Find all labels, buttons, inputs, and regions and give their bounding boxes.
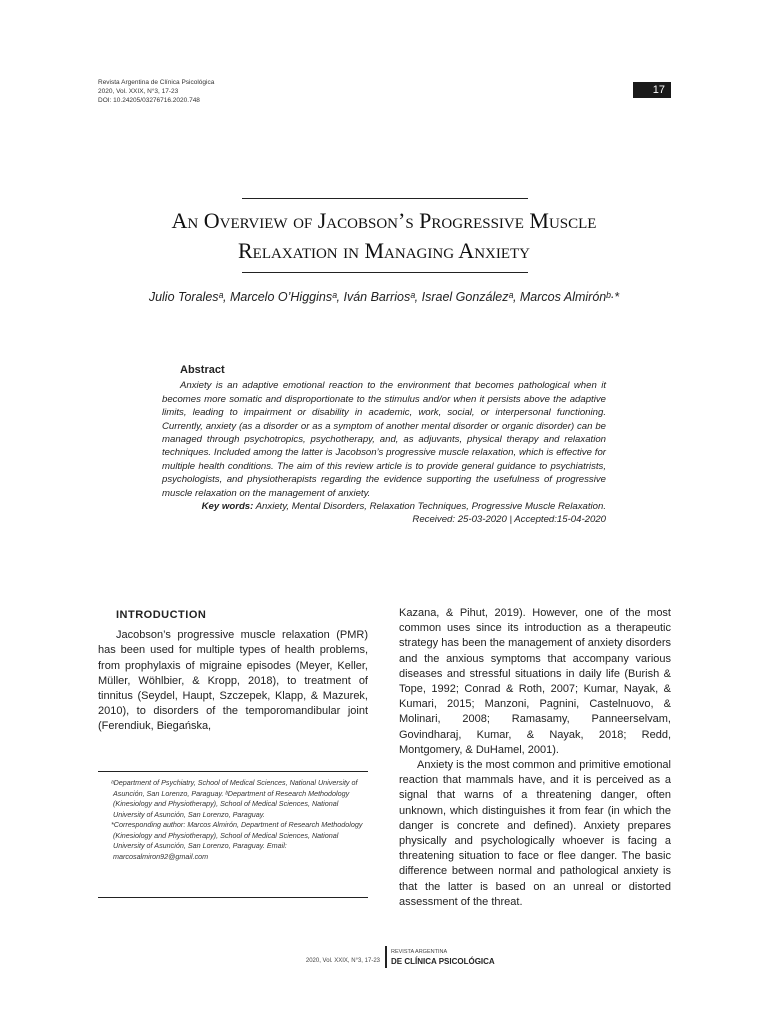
corresponding-author-footnote: *Corresponding author: Marcos Almirón, Department of Research Methodology (Kinesiology and Physiotherapy), School of Medical Sciences, National University of Asunción, San Lorenzo, Paraguay. Email: marcosalmiron92@gmail.com bbox=[111, 820, 363, 861]
abstract-text: Anxiety is an adaptive emotional reaction to the environment that becomes pathological when it becomes more somatic and disproportionate to the stimulus and/or when it persists above the adaptive limits, leading to impairment or disability in academic, work, social, or interpersonal functioning. Currently, anxiety (as a disorder or as a symptom of another mental disorder or organic disorder) can be managed through psychotropics, psychotherapy, and, as adjuvants, physical therapy and relaxation techniques. Included among the latter is Jacobson’s progressive muscle relaxation, which is effective for multiple health conditions. The aim of this review article is to provide general guidance to psychiatrists, psychologists, and physiotherapists regarding the evidence supporting the usefulness of progressive muscle relaxation on the management of anxiety. bbox=[162, 380, 606, 499]
title-line-1: An Overview of Jacobson’s Progressive Muscle bbox=[171, 208, 597, 233]
journal-meta bbox=[98, 78, 214, 105]
introduction-heading: INTRODUCTION bbox=[116, 609, 207, 621]
title-bottom-rule bbox=[242, 272, 528, 273]
right-column bbox=[399, 606, 671, 910]
keywords bbox=[162, 500, 606, 513]
abstract-heading: Abstract bbox=[180, 364, 225, 376]
footer-volume: 2020, Vol. XXIX, N°3, 17-23 bbox=[305, 958, 380, 964]
keywords-label: Key words: bbox=[201, 501, 254, 513]
footer-journal-big: DE CLÍNICA PSICOLÓGICA bbox=[391, 957, 495, 966]
author-list: Julio Toralesᵃ, Marcelo O’Higginsᵃ, Iván Barriosᵃ, Israel Gonzálezᵃ, Marcos Almirónᵇ·* bbox=[148, 290, 620, 304]
journal-doi: DOI: 10.24205/03276716.2020.748 bbox=[98, 97, 200, 104]
article-title bbox=[98, 206, 670, 266]
abstract bbox=[162, 364, 606, 527]
affiliation-footnote: ᵃDepartment of Psychiatry, School of Medical Sciences, National University of Asunción, San Lorenzo, Paraguay. ᵇDepartment of Research Methodology (Kinesiology and Physiotherapy), School of Medical Sciences, National University of Asunción, San Lorenzo, Paraguay. bbox=[111, 778, 358, 819]
left-column bbox=[98, 606, 368, 735]
footer-journal bbox=[391, 948, 495, 966]
article-dates: Received: 25-03-2020 | Accepted:15-04-2020 bbox=[412, 514, 606, 526]
anxiety-paragraph: Anxiety is the most common and primitive emotional reaction that mammals have, and it is perceived as a signal that warns of a threatening danger, often unknown, which distinguishes it from fear (in which the danger is concrete and defined). Anxiety prepares physically and psychologically whoever is facing a threatening situation to face or flee danger. The basic difference between normal and pathological anxiety is that the latter is based on an unreal or distorted assessment of the threat. bbox=[399, 759, 671, 908]
footer-divider bbox=[385, 946, 387, 968]
footnotes bbox=[98, 771, 368, 862]
continued-paragraph: Kazana, & Pihut, 2019). However, one of the most common uses since its introduction as a therapeutic strategy has been the management of anxiety disorders and the anxious symptoms that accompany various diseases and stressful situations in daily life (Burish & Tope, 1992; Conrad & Roth, 2007; Kumar, Nayak, & Kumari, 2015; Manzoni, Pagnini, Castelnuovo, & Molinari, 2008; Ramasamy, Panneerselvam, Govindharaj, Kumar, & Nayak, 2018; Redd, Montgomery, & DuHamel, 2001). bbox=[399, 607, 671, 756]
footnote-bottom-rule bbox=[98, 897, 368, 898]
keywords-text: Anxiety, Mental Disorders, Relaxation Techniques, Progressive Muscle Relaxation. bbox=[255, 501, 606, 513]
journal-volume: 2020, Vol. XXIX, N°3, 17-23 bbox=[98, 88, 179, 95]
title-top-rule bbox=[242, 198, 528, 199]
page-number: 17 bbox=[633, 82, 671, 98]
title-line-2: Relaxation in Managing Anxiety bbox=[237, 238, 531, 263]
footer-journal-small: REVISTA ARGENTINA bbox=[391, 949, 448, 955]
journal-name: Revista Argentina de Clínica Psicológica bbox=[98, 79, 215, 86]
intro-paragraph: Jacobson’s progressive muscle relaxation (PMR) has been used for multiple types of health problems, from prophylaxis of migraine episodes (Meyer, Keller, Müller, Wöhlbier, & Kropp, 2018), to treatment of tinnitus (Seydel, Haupt, Szczepek, Klapp, & Mazurek, 2010), to disorders of the temporomandibular joint (Ferendiuk, Biegańska, bbox=[98, 629, 368, 733]
